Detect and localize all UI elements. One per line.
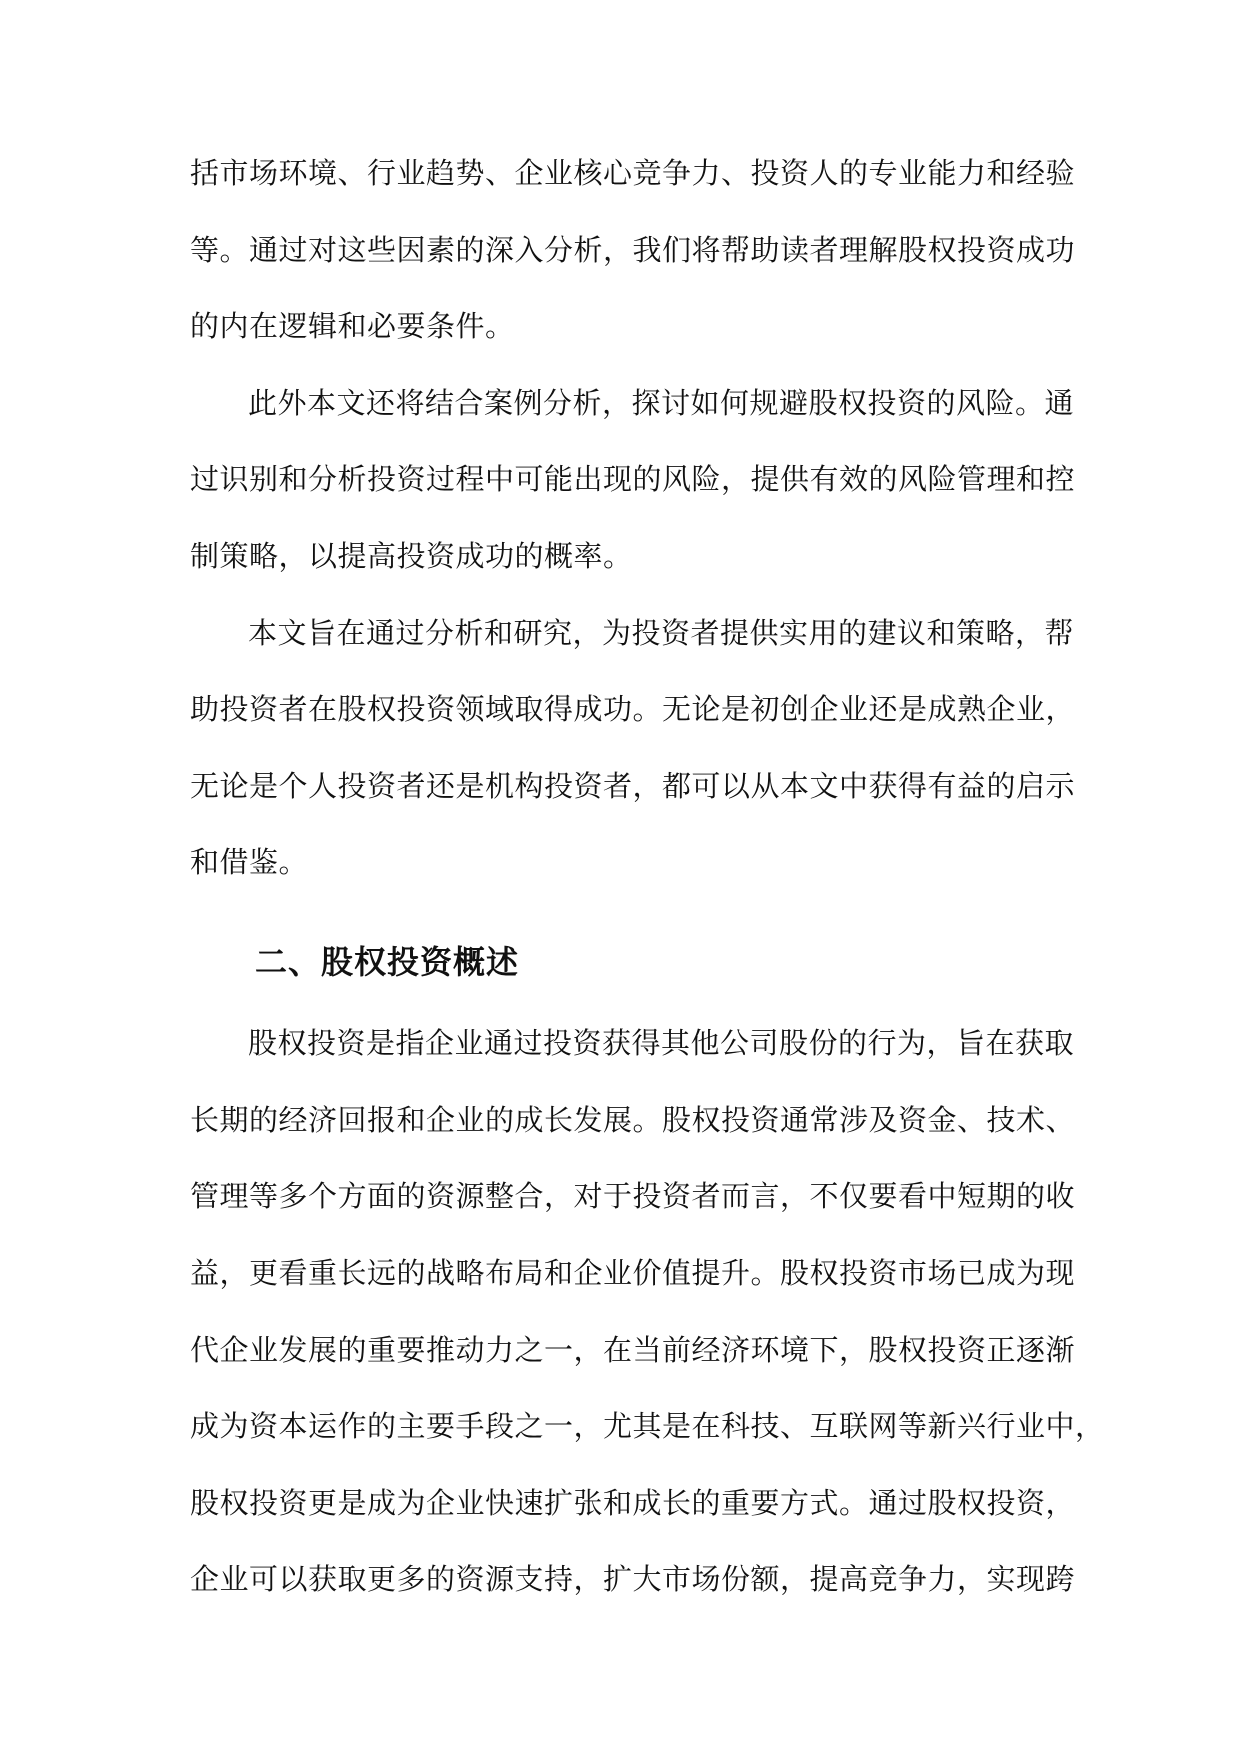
paragraph-4-line-2: 长期的经济回报和企业的成长发展。股权投资通常涉及资金、技术、 — [190, 1103, 1076, 1137]
paragraph-2-line-3: 制策略，以提高投资成功的概率。 — [190, 539, 633, 573]
paragraph-3-line-3: 无论是个人投资者还是机构投资者，都可以从本文中获得有益的启示 — [190, 769, 1076, 803]
paragraph-2-line-2: 过识别和分析投资过程中可能出现的风险，提供有效的风险管理和控 — [190, 462, 1076, 496]
paragraph-4-line-1: 股权投资是指企业通过投资获得其他公司股份的行为，旨在获取 — [248, 1026, 1075, 1060]
paragraph-1-line-3: 的内在逻辑和必要条件。 — [190, 309, 515, 343]
paragraph-3-line-4: 和借鉴。 — [190, 845, 309, 879]
paragraph-3-line-2: 助投资者在股权投资领域取得成功。无论是初创企业还是成熟企业， — [190, 692, 1076, 726]
paragraph-1-line-2: 等。通过对这些因素的深入分析，我们将帮助读者理解股权投资成功 — [190, 233, 1076, 267]
paragraph-4-line-7: 股权投资更是成为企业快速扩张和成长的重要方式。通过股权投资， — [190, 1486, 1076, 1520]
paragraph-4-line-5: 代企业发展的重要推动力之一，在当前经济环境下，股权投资正逐渐 — [190, 1333, 1076, 1367]
paragraph-3-line-1: 本文旨在通过分析和研究，为投资者提供实用的建议和策略，帮 — [248, 616, 1075, 650]
paragraph-4-line-8: 企业可以获取更多的资源支持，扩大市场份额，提高竞争力，实现跨 — [190, 1562, 1076, 1596]
paragraph-4-line-3: 管理等多个方面的资源整合，对于投资者而言，不仅要看中短期的收 — [190, 1179, 1076, 1213]
section-heading: 二、股权投资概述 — [255, 943, 520, 981]
paragraph-4-line-6: 成为资本运作的主要手段之一，尤其是在科技、互联网等新兴行业中， — [190, 1409, 1105, 1443]
paragraph-1-line-1: 括市场环境、行业趋势、企业核心竞争力、投资人的专业能力和经验 — [190, 156, 1076, 190]
paragraph-2-line-1: 此外本文还将结合案例分析，探讨如何规避股权投资的风险。通 — [248, 386, 1075, 420]
paragraph-4-line-4: 益，更看重长远的战略布局和企业价值提升。股权投资市场已成为现 — [190, 1256, 1076, 1290]
